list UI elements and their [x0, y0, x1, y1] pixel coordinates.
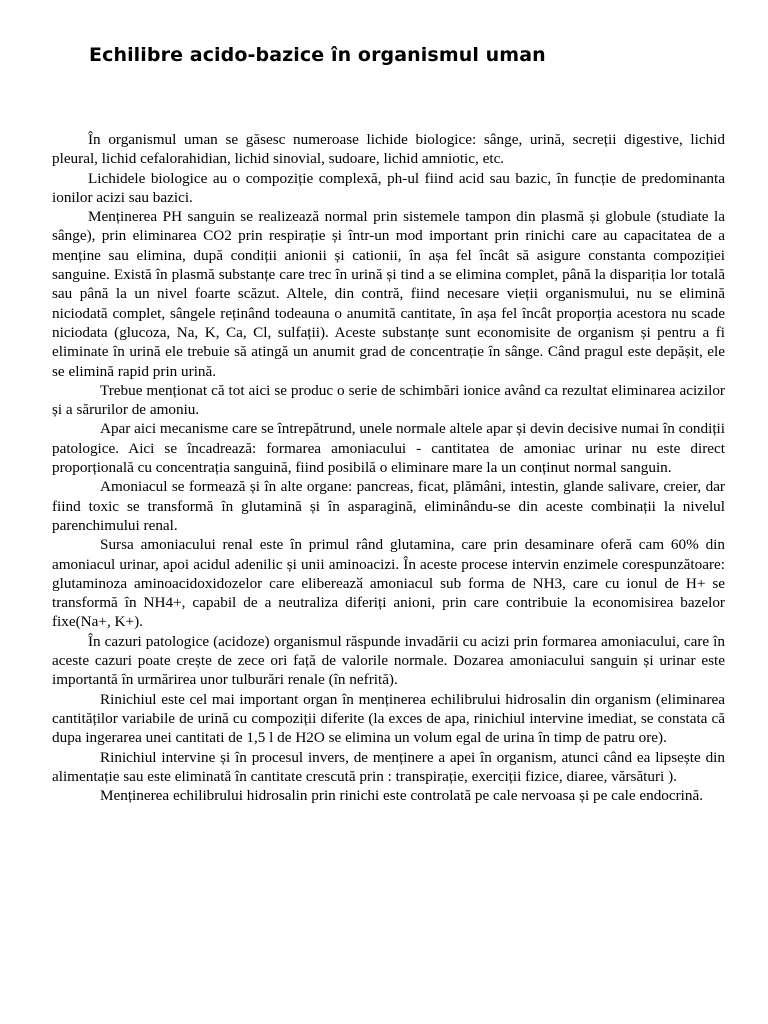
document-body	[52, 130, 725, 805]
paragraph-mechanisms: Apar aici mecanisme care se întrepătrund, unele normale altele apar și devin decisive numai în condiții patologice. Aici se încadrează: formarea amoniacului - cantitatea de amoniac urinar nu este direct proporțională cu concentrația sanguină, fiind posibilă o eliminare mare la un conținut normal sanguin.	[52, 420, 725, 477]
paragraph-ionic-exchanges: Trebue menționat că tot aici se produc o serie de schimbări ionice având ca rezultat eliminarea acizilor și a sărurilor de amoniu.	[52, 381, 725, 419]
document-title: Echilibre acido-bazice în organismul uman	[89, 44, 546, 66]
paragraph-intro: În organismul uman se găsesc numeroase lichide biologice: sânge, urină, secreții digestive, lichid pleural, lichid cefalorahidian, lichid sinovial, sudoare, lichid amniotic, etc.	[52, 131, 725, 168]
paragraph-pathological-cases: În cazuri patologice (acidoze) organismul răspunde invadării cu acizi prin formarea amoniacului, care în aceste cazuri poate crește de zece ori față de valorile normale. Dozarea amoniacului sanguin și urinar este importantă în urmărirea unor tulburări renale (în nefrită).	[52, 632, 725, 689]
paragraph-ammonia-source: Sursa amoniacului renal este în primul rând glutamina, care prin desaminare oferă cam 60% din amoniacul urinar, apoi acidul adenilic și unii aminoacizi. În aceste procese intervin enzimele corespunzătoare: glutaminoza aminoacidoxidozelor care elibereazӑ amoniacul sub forma de NH3, care cu ionul de H+ se transformă în NH4+, capabil de a neutraliza diferiți anioni, prin care contribuie la economisirea bazelor fixe(Na+, K+).	[52, 536, 725, 631]
paragraph-control: Menținerea echilibrului hidrosalin prin rinichi este controlată pe cale nervoasa și pe cale endocrină.	[100, 787, 704, 805]
paragraph-blood-ph: Menținerea PH sanguin se realizează normal prin sistemele tampon din plasmă și globule (studiate la sânge), prin eliminarea CO2 prin respirație și într-un mod important prin rinichi care au capacitatea de a menține sau elimina, după condiții anionii și cationii, în așa fel încât să asigure constanta compoziției sanguine. Există în plasmă substanțe care trec în urină și tind a se elimina complet, până la dispariția lor totală sau până la un nivel foarte scăzut. Altele, din contră, fiind necesare vieții organismului, nu se elimină niciodată complet, sângele reținând todeauna o anumită cantitate, în așa fel încât proporția acestora nu scade niciodata (glucoza, Na, K, Ca, Cl, sulfații). Aceste substanțe sunt economisite de organism și pentru a fi eliminate în urină ele trebuie să atingă un anumit grad de concentrație în sânge. Când pragul este depășit, ele se elimină rapid prin urină.	[52, 208, 725, 380]
paragraph-kidney-role: Rinichiul este cel mai important organ în menținerea echilibrului hidrosalin din organism (eliminarea cantităților variabile de urină cu compoziții diferite (la exces de apa, rinichiul intervine imediat, se constata că dupa ingerarea unei cantitati de 1,5 l de H2O se elimina un volum egal de urina în timp de patru ore).	[52, 690, 725, 747]
paragraph-ammonia-organs: Amoniacul se formează și în alte organe: pancreas, ficat, plămâni, intestin, glande salivare, creier, dar fiind toxic se transformă în glutamină și în asparagină, eliminându-se din aceste combinații la nivelul parenchimului renal.	[52, 478, 725, 534]
paragraph-biological-fluids: Lichidele biologice au o compoziție complexă, ph-ul fiind acid sau bazic, în funcție de predominanta ionilor acizi sau bazici.	[52, 169, 725, 206]
paragraph-water-retention: Rinichiul intervine și în procesul invers, de menținere a apei în organism, atunci când ea lipsește din alimentație sau este eliminată în cantitate crescută prin : transpirație, exerciții fizice, diaree, vărsături ).	[52, 748, 725, 785]
